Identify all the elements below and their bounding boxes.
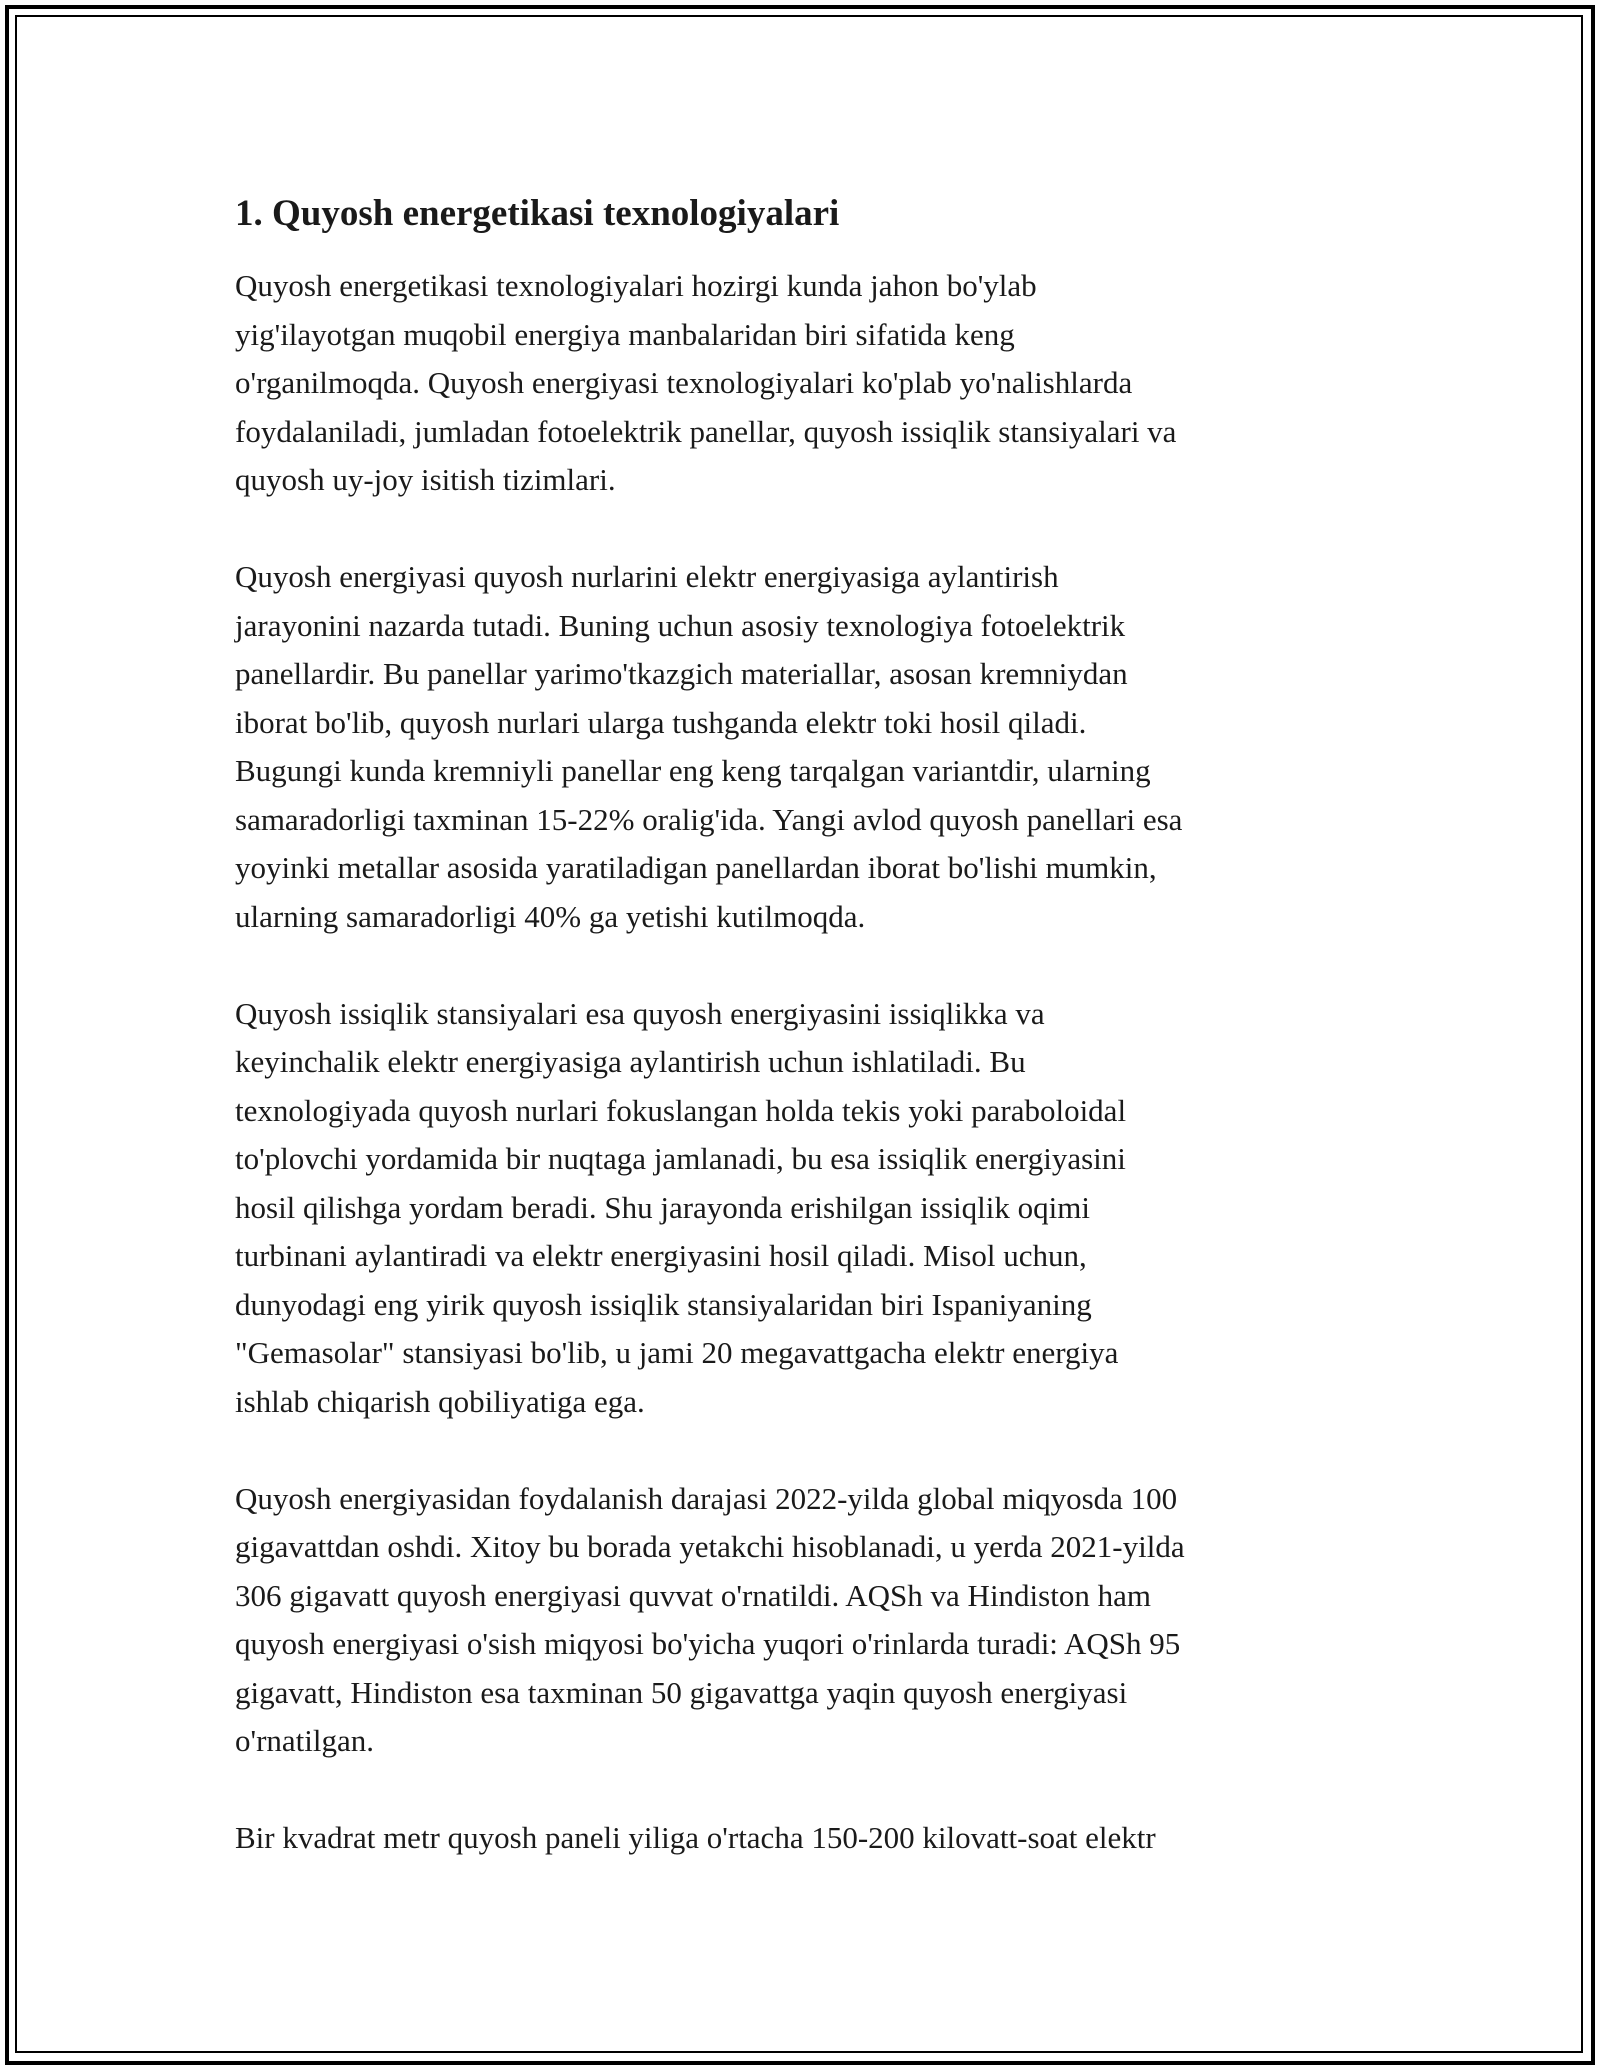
document-body — [235, 190, 1370, 1911]
section-heading: 1. Quyosh energetikasi texnologiyalari — [235, 193, 840, 234]
paragraph-intro: Quyosh energetikasi texnologiyalari hozirgi kunda jahon bo'ylab yig'ilayotgan muqobil energiya manbalaridan biri sifatida keng o'rganilmoqda. Quyosh energiyasi texnologiyalari ko'plab yo'nalishlarda foydalaniladi, jumladan fotoelektrik panellar, quyosh issiqlik stansiyalari va quyosh uy-joy isitish tizimlari. — [235, 268, 1177, 497]
paragraph-thermal-stations: Quyosh issiqlik stansiyalari esa quyosh energiyasini issiqlikka va keyinchalik elektr energiyasiga aylantirish uchun ishlatiladi. Bu texnologiyada quyosh nurlari fokuslangan holda tekis yoki paraboloidal to'plovchi yordamida bir nuqtaga jamlanadi, bu esa issiqlik energiyasini hosil qilishga yordam beradi. Shu jarayonda erishilgan issiqlik oqimi turbinani aylantiradi va elektr energiyasini hosil qiladi. Misol uchun, dunyodagi eng yirik quyosh issiqlik stansiyalaridan biri Ispaniyaning "Gemasolar" stansiyasi bo'lib, u jami 20 megavattgacha elektr energiya ishlab chiqarish qobiliyatiga ega. — [235, 995, 1127, 1419]
paragraph-global-usage: Quyosh energiyasidan foydalanish darajasi 2022-yilda global miqyosda 100 gigavattdan oshdi. Xitoy bu borada yetakchi hisoblanadi, u yerda 2021-yilda 306 gigavatt quyosh energiyasi quvvat o'rnatildi. AQSh va Hindiston ham quyosh energiyasi o'sish miqyosi bo'yicha yuqori o'rinlarda turadi: AQSh 95 gigavatt, Hindiston esa taxminan 50 gigavattga yaqin quyosh energiyasi o'rnatilgan. — [235, 1480, 1185, 1758]
paragraph-panel-output: Bir kvadrat metr quyosh paneli yiliga o'rtacha 150-200 kilovatt-soat elektr — [235, 1820, 1156, 1855]
paragraph-photovoltaic: Quyosh energiyasi quyosh nurlarini elektr energiyasiga aylantirish jarayonini nazarda tutadi. Buning uchun asosiy texnologiya fotoelektrik panellardir. Bu panellar yarimo'tkazgich materiallar, asosan kremniydan iborat bo'lib, quyosh nurlari ularga tushganda elektr toki hosil qiladi. Bugungi kunda kremniyli panellar eng keng tarqalgan variantdir, ularning samaradorligi taxminan 15-22% oralig'ida. Yangi avlod quyosh panellari esa yoyinki metallar asosida yaratiladigan panellardan iborat bo'lishi mumkin, ularning samaradorligi 40% ga yetishi kutilmoqda. — [235, 559, 1183, 934]
